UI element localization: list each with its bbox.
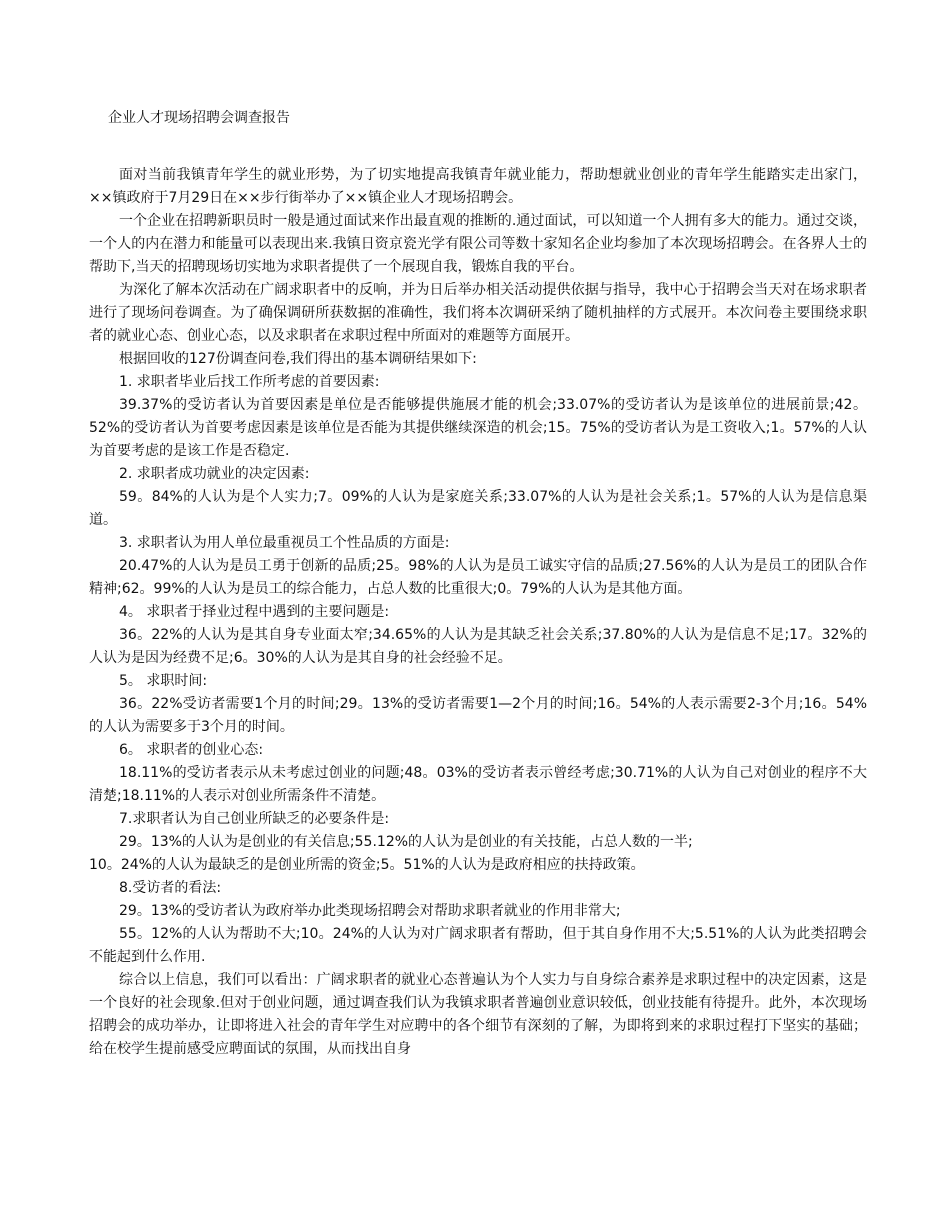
document-title: 企业人才现场招聘会调查报告 (108, 110, 290, 126)
paragraph: 10。24%的人认为最缺乏的是创业所需的资金;5。51%的人认为是政府相应的扶持政策。 (89, 857, 645, 873)
paragraph: 39.37%的受访者认为首要因素是单位是否能够提供施展才能的机会;33.07%的受访者认为是该单位的进展前景;42。52%的受访者认为首要考虑因素是该单位是否能为其提供继续深造的机会;15。75%的受访者认为是工资收入;1。57%的人认为首要考虑的是该工作是否稳定. (89, 397, 867, 459)
paragraph: 面对当前我镇青年学生的就业形势，为了切实地提高我镇青年就业能力，帮助想就业创业的青年学生能踏实走出家门，××镇政府于7月29日在××步行街举办了××镇企业人才现场招聘会。 (89, 167, 867, 206)
paragraph: 一个企业在招聘新职员时一般是通过面试来作出最直观的推断的.通过面试，可以知道一个人拥有多大的能力。通过交谈，一个人的内在潜力和能量可以表现出来.我镇日资京瓷光学有限公司等数十家知名企业均参加了本次现场招聘会。在各界人士的帮助下,当天的招聘现场切实地为求职者提供了一个展现自我，锻炼自我的平台。 (89, 213, 867, 275)
paragraph: 55。12%的人认为帮助不大;10。24%的人认为对广阔求职者有帮助，但于其自身作用不大;5.51%的人认为此类招聘会不能起到什么作用. (89, 926, 867, 965)
section-heading: 5。 求职时间: (119, 673, 208, 689)
paragraph: 为深化了解本次活动在广阔求职者中的反响，并为日后举办相关活动提供依据与指导，我中心于招聘会当天对在场求职者进行了现场问卷调查。为了确保调研所获数据的准确性，我们将本次调研采纳了随机抽样的方式展开。本次问卷主要围绕求职者的就业心态、创业心态，以及求职者在求职过程中所面对的难题等方面展开。 (89, 282, 867, 344)
paragraph: 18.11%的受访者表示从未考虑过创业的问题;48。03%的受访者表示曾经考虑;30.71%的人认为自己对创业的程序不大清楚;18.11%的人表示对创业所需条件不清楚。 (89, 765, 867, 804)
paragraph: 20.47%的人认为是员工勇于创新的品质;25。98%的人认为是员工诚实守信的品质;27.56%的人认为是员工的团队合作精神;62。99%的人认为是员工的综合能力，占总人数的比重很大;0。79%的人认为是其他方面。 (89, 558, 867, 597)
paragraph: 36。22%受访者需要1个月的时间;29。13%的受访者需要1—2个月的时间;16。54%的人表示需要2-3个月;16。54%的人认为需要多于3个月的时间。 (89, 696, 867, 735)
paragraph: 59。84%的人认为是个人实力;7。09%的人认为是家庭关系;33.07%的人认为是社会关系;1。57%的人认为是信息渠道。 (89, 489, 867, 528)
paragraph: 29。13%的人认为是创业的有关信息;55.12%的人认为是创业的有关技能，占总人数的一半; (119, 834, 693, 850)
paragraph: 36。22%的人认为是其自身专业面太窄;34.65%的人认为是其缺乏社会关系;37.80%的人认为是信息不足;17。32%的人认为是因为经费不足;6。30%的人认为是其自身的社会经验不足。 (89, 627, 867, 666)
paragraph: 综合以上信息，我们可以看出：广阔求职者的就业心态普遍认为个人实力与自身综合素养是求职过程中的决定因素，这是一个良好的社会现象.但对于创业问题，通过调查我们认为我镇求职者普遍创业意识较低，创业技能有待提升。此外，本次现场招聘会的成功举办，让即将进入社会的青年学生对应聘中的各个细节有深刻的了解，为即将到来的求职过程打下坚实的基础；给在校学生提前感受应聘面试的氛围，从而找出自身 (89, 972, 867, 1057)
section-heading: 2. 求职者成功就业的决定因素: (119, 466, 310, 482)
section-heading: 8.受访者的看法: (119, 880, 222, 896)
section-heading: 6。 求职者的创业心态: (119, 742, 264, 758)
section-heading: 4。 求职者于择业过程中遇到的主要问题是: (119, 604, 390, 620)
document-body (89, 164, 867, 1061)
paragraph: 29。13%的受访者认为政府举办此类现场招聘会对帮助求职者就业的作用非常大; (119, 903, 621, 919)
section-heading: 7.求职者认为自己创业所缺乏的必要条件是: (119, 811, 390, 827)
section-heading: 3. 求职者认为用人单位最重视员工个性品质的方面是: (119, 535, 450, 551)
section-heading: 1. 求职者毕业后找工作所考虑的首要因素: (119, 374, 380, 390)
paragraph: 根据回收的127份调查问卷,我们得出的基本调研结果如下: (119, 351, 477, 367)
